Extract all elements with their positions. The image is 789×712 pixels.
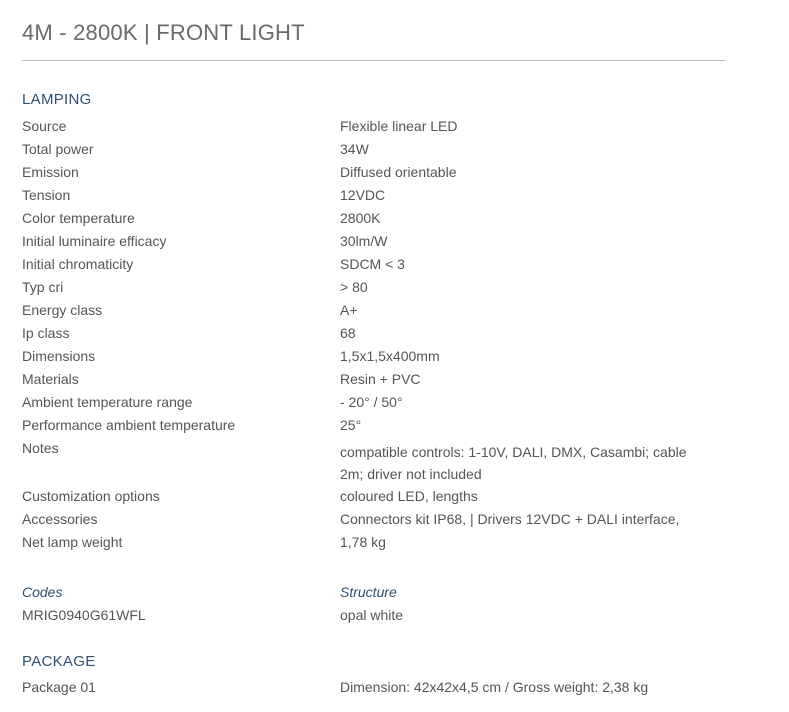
lamping-heading: LAMPING [22, 91, 92, 108]
spec-row-energy-class [22, 299, 722, 322]
product-code: MRIG0940G61WFL [22, 607, 146, 623]
spec-value: Resin + PVC [340, 371, 421, 387]
spec-row-color-temperature [22, 207, 722, 230]
spec-label: Performance ambient temperature [22, 417, 236, 433]
spec-value: > 80 [340, 279, 368, 295]
spec-value: Connectors kit IP68, | Drivers 12VDC + DALI interface, [340, 511, 680, 527]
spec-label: Materials [22, 371, 79, 387]
spec-row-net-lamp-weight [22, 531, 722, 554]
spec-label: Net lamp weight [22, 534, 123, 550]
spec-value: 25° [340, 417, 362, 433]
spec-label: Ambient temperature range [22, 394, 193, 410]
spec-value: Diffused orientable [340, 164, 457, 180]
spec-label: Ip class [22, 325, 70, 341]
package-row [22, 676, 722, 699]
spec-value: 34W [340, 141, 369, 157]
codes-heading: Codes [22, 584, 63, 600]
spec-value: Flexible linear LED [340, 118, 458, 134]
spec-value: 1,5x1,5x400mm [340, 348, 440, 364]
spec-row-performance-temperature [22, 414, 722, 437]
spec-row-typ-cri [22, 276, 722, 299]
spec-value: compatible controls: 1-10V, DALI, DMX, Casambi; cable 2m; driver not included [340, 444, 687, 482]
spec-label: Initial chromaticity [22, 256, 134, 272]
spec-label: Total power [22, 141, 94, 157]
spec-value: 1,78 kg [340, 534, 386, 550]
spec-value: 30lm/W [340, 233, 388, 249]
lamping-spec-table [22, 115, 722, 554]
spec-label: Typ cri [22, 279, 64, 295]
spec-label: Source [22, 118, 67, 134]
spec-label: Dimensions [22, 348, 96, 364]
spec-label: Initial luminaire efficacy [22, 233, 167, 249]
page-title: 4M - 2800K | FRONT LIGHT [22, 20, 305, 45]
spec-row-accessories [22, 508, 722, 531]
structure-value: opal white [340, 607, 404, 623]
spec-row-ip-class [22, 322, 722, 345]
spec-value: A+ [340, 302, 358, 318]
package-label: Package 01 [22, 679, 96, 695]
codes-value-row [22, 604, 722, 627]
spec-value: SDCM < 3 [340, 256, 405, 272]
spec-row-efficacy [22, 230, 722, 253]
spec-label: Emission [22, 164, 79, 180]
spec-row-tension [22, 184, 722, 207]
spec-label: Notes [22, 440, 59, 456]
spec-value: - 20° / 50° [340, 394, 403, 410]
spec-label: Color temperature [22, 210, 135, 226]
spec-label: Accessories [22, 511, 98, 527]
title-divider [22, 60, 726, 61]
package-value: Dimension: 42x42x4,5 cm / Gross weight: 2,38 kg [340, 679, 649, 695]
spec-row-total-power [22, 138, 722, 161]
spec-label: Energy class [22, 302, 103, 318]
spec-value: coloured LED, lengths [340, 488, 478, 504]
spec-row-customization-options [22, 485, 722, 508]
structure-heading: Structure [340, 584, 397, 600]
spec-label: Customization options [22, 488, 160, 504]
spec-value: 2800K [340, 210, 381, 226]
codes-structure-block [22, 581, 722, 627]
spec-row-source [22, 115, 722, 138]
spec-row-chromaticity [22, 253, 722, 276]
spec-row-notes [22, 437, 722, 485]
spec-value: 68 [340, 325, 356, 341]
codes-heading-row [22, 581, 722, 604]
spec-row-emission [22, 161, 722, 184]
spec-row-materials [22, 368, 722, 391]
spec-label: Tension [22, 187, 71, 203]
spec-row-ambient-temperature-range [22, 391, 722, 414]
spec-row-dimensions [22, 345, 722, 368]
spec-value: 12VDC [340, 187, 386, 203]
package-heading: PACKAGE [22, 653, 96, 670]
